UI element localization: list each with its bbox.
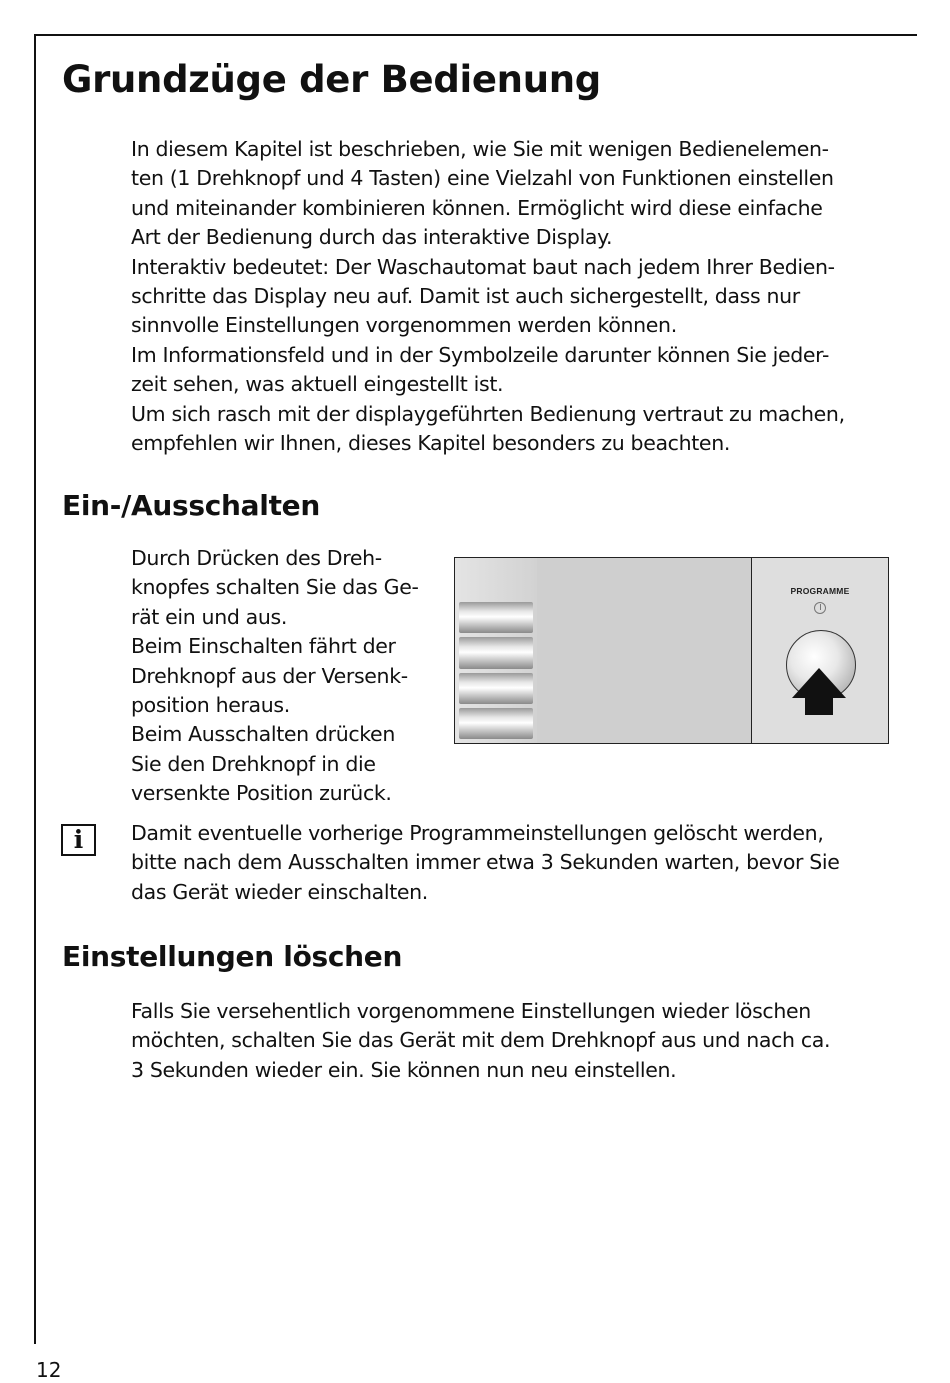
text-line: versenkte Position zurück. [131,781,392,806]
text-line: zeit sehen, was aktuell eingestellt ist. [131,372,504,397]
info-icon: i [61,824,96,856]
text-line: Damit eventuelle vorherige Programmeinstellungen gelöscht werden, [131,821,824,845]
onoff-paragraph [131,544,419,809]
text-line: bitte nach dem Ausschalten immer etwa 3 Sekunden warten, bevor Sie [131,850,840,875]
text-line: sinnvolle Einstellungen vorgenommen werden können. [131,313,677,338]
section-heading-reset: Einstellungen löschen [62,940,403,973]
text-line: Art der Bedienung durch das interaktive Display. [131,225,613,250]
text-line: möchten, schalten Sie das Gerät mit dem Drehknopf aus und nach ca. [131,1028,831,1053]
text-line: und miteinander kombinieren können. Ermöglicht wird diese einfache [131,195,823,220]
arrow-up-icon [792,668,846,698]
text-line: Drehknopf aus der Versenk- [131,663,408,688]
text-line: Falls Sie versehentlich vorgenommene Einstellungen wieder löschen [131,999,811,1023]
arrow-stem [805,697,833,715]
text-line: Im Informationsfeld und in der Symbolzeile darunter können Sie jeder- [131,342,829,367]
text-line: knopfes schalten Sie das Ge- [131,575,419,600]
text-line: Beim Einschalten fährt der [131,634,396,659]
display-area [537,558,752,743]
info-note [131,819,840,907]
text-line: rät ein und aus. [131,604,288,629]
text-line: Beim Ausschalten drücken [131,722,395,747]
text-line: Sie den Drehknopf in die [131,751,376,776]
text-line: Interaktiv bedeutet: Der Waschautomat baut nach jedem Ihrer Bedien- [131,254,835,279]
reset-paragraph [131,997,830,1085]
text-line: empfehlen wir Ihnen, dieses Kapitel besonders zu beachten. [131,431,731,456]
text-line: Durch Drücken des Dreh- [131,546,382,570]
section-heading-onoff: Ein-/Ausschalten [62,489,320,522]
left-rule [34,34,36,1344]
control-panel-figure [454,557,889,744]
text-line: In diesem Kapitel ist beschrieben, wie Sie mit wenigen Bedienelemen- [131,137,829,161]
knob-area [752,558,888,743]
text-line: 3 Sekunden wieder ein. Sie können nun neu einstellen. [131,1057,677,1082]
text-line: schritte das Display neu auf. Damit ist auch sichergestellt, dass nur [131,284,800,309]
panel-button [459,708,533,739]
page-number: 12 [36,1358,62,1382]
text-line: ten (1 Drehknopf und 4 Tasten) eine Vielzahl von Funktionen einstellen [131,166,834,191]
text-line: das Gerät wieder einschalten. [131,879,428,904]
panel-button [459,602,533,633]
power-icon [814,602,826,614]
panel-button [459,637,533,668]
programme-label: PROGRAMME [790,586,850,596]
top-rule [34,34,917,36]
text-line: position heraus. [131,693,290,718]
page-title: Grundzüge der Bedienung [62,58,601,101]
button-column [455,558,538,743]
intro-paragraph [131,135,845,458]
text-line: Um sich rasch mit der displaygeführten Bedienung vertraut zu machen, [131,401,845,426]
panel-button [459,673,533,704]
